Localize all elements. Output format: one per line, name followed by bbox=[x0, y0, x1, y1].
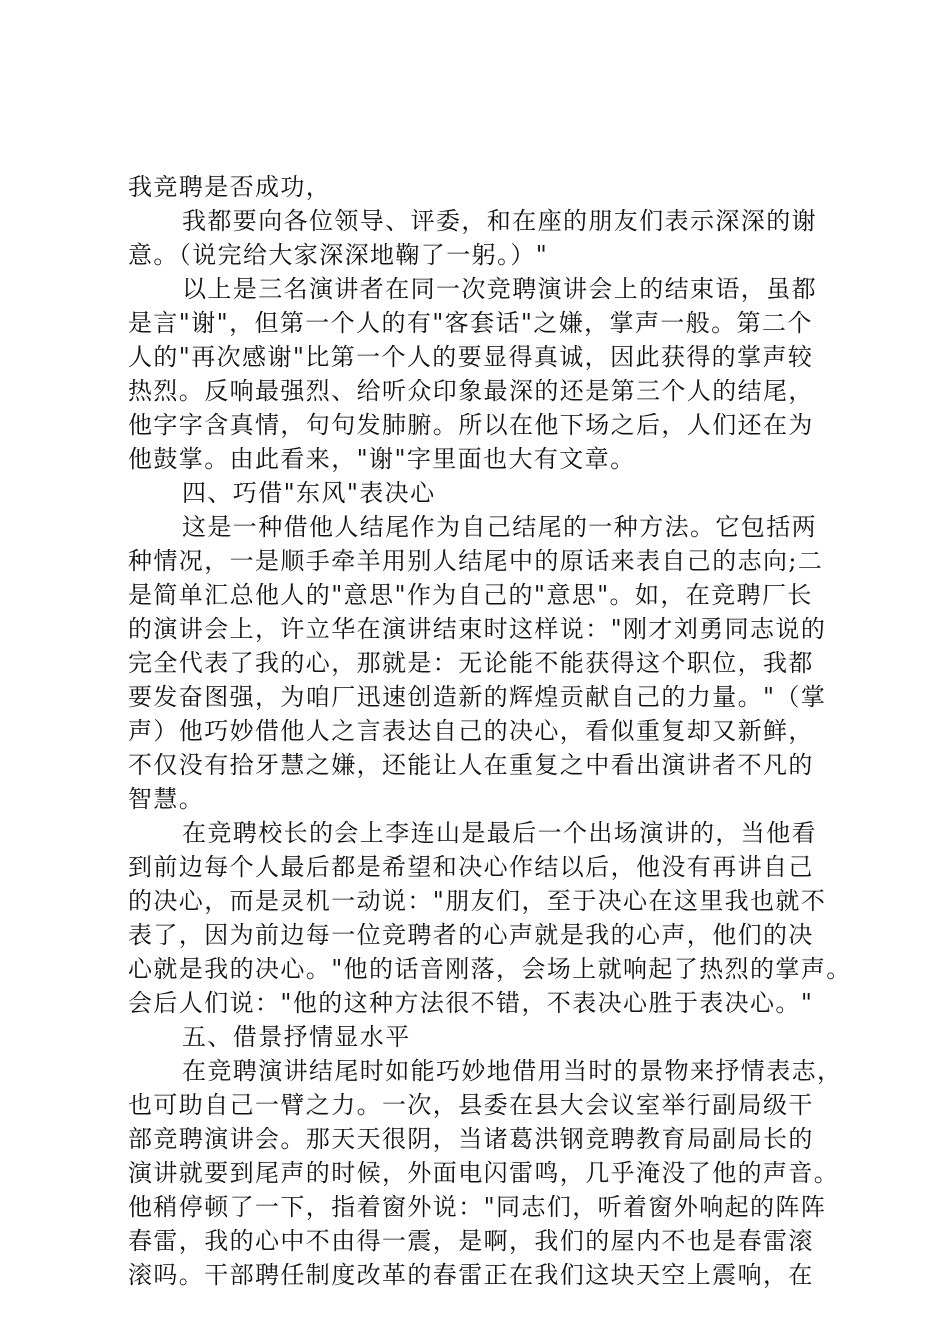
text-line: 心就是我的决心。"他的话音刚落，会场上就响起了热烈的掌声。 bbox=[128, 955, 852, 983]
document-body bbox=[128, 170, 852, 1292]
section-heading: 四、巧借"东风"表决心 bbox=[182, 479, 436, 507]
text-line: 意。（说完给大家深深地鞠了一躬。）" bbox=[128, 241, 549, 269]
text-line: 的决心，而是灵机一动说："朋友们，至于决心在这里我也就不 bbox=[128, 887, 827, 915]
text-line: 表了，因为前边每一位竞聘者的心声就是我的心声，他们的决 bbox=[128, 921, 814, 949]
text-line: 声）他巧妙借他人之言表达自己的决心，看似重复却又新鲜， bbox=[128, 717, 814, 745]
text-line: 要发奋图强，为咱厂迅速创造新的辉煌贡献自己的力量。"（掌 bbox=[128, 683, 827, 711]
text-line: 到前边每个人最后都是希望和决心作结以后，他没有再讲自己 bbox=[128, 853, 814, 881]
text-line: 我都要向各位领导、评委，和在座的朋友们表示深深的谢 bbox=[182, 207, 817, 235]
text-line: 不仅没有拾牙慧之嫌，还能让人在重复之中看出演讲者不凡的 bbox=[128, 751, 814, 779]
text-line: 的演讲会上，许立华在演讲结束时这样说："刚才刘勇同志说的 bbox=[128, 615, 827, 643]
text-line: 是简单汇总他人的"意思"作为自己的"意思"。如，在竞聘厂长 bbox=[128, 581, 813, 609]
text-line: 滚吗。干部聘任制度改革的春雷正在我们这块天空上震响，在 bbox=[128, 1261, 814, 1289]
text-line: 在竞聘演讲结尾时如能巧妙地借用当时的景物来抒情表志， bbox=[182, 1057, 843, 1085]
text-line: 他鼓掌。由此看来，"谢"字里面也大有文章。 bbox=[128, 445, 636, 473]
text-line: 演讲就要到尾声的时候，外面电闪雷鸣，几乎淹没了他的声音。 bbox=[128, 1159, 840, 1187]
text-line: 在竞聘校长的会上李连山是最后一个出场演讲的，当他看 bbox=[182, 819, 817, 847]
text-line: 人的"再次感谢"比第一个人的要显得真诚，因此获得的掌声较 bbox=[128, 343, 814, 371]
text-line: 热烈。反响最强烈、给听众印象最深的还是第三个人的结尾， bbox=[128, 377, 814, 405]
section-heading: 五、借景抒情显水平 bbox=[182, 1023, 411, 1051]
text-line: 他字字含真情，句句发肺腑。所以在他下场之后，人们还在为 bbox=[128, 411, 814, 439]
text-line: 会后人们说："他的这种方法很不错，不表决心胜于表决心。" bbox=[128, 989, 814, 1017]
text-line: 智慧。 bbox=[128, 785, 205, 813]
text-line: 部竞聘演讲会。那天天很阴，当诸葛洪钢竞聘教育局副局长的 bbox=[128, 1125, 814, 1153]
text-line: 也可助自己一臂之力。一次，县委在县大会议室举行副局级干 bbox=[128, 1091, 814, 1119]
text-line: 完全代表了我的心，那就是：无论能不能获得这个职位，我都 bbox=[128, 649, 814, 677]
text-line: 是言"谢"，但第一个人的有"客套话"之嫌，掌声一般。第二个 bbox=[128, 309, 813, 337]
text-line: 春雷，我的心中不由得一震，是啊，我们的屋内不也是春雷滚 bbox=[128, 1227, 814, 1255]
text-line: 我竞聘是否成功， bbox=[128, 173, 332, 201]
text-line: 这是一种借他人结尾作为自己结尾的一种方法。它包括两 bbox=[182, 513, 817, 541]
text-line: 以上是三名演讲者在同一次竞聘演讲会上的结束语，虽都 bbox=[182, 275, 817, 303]
text-line: 种情况，一是顺手牵羊用别人结尾中的原话来表自己的志向;二 bbox=[128, 547, 824, 575]
text-line: 他稍停顿了一下，指着窗外说："同志们，听着窗外响起的阵阵 bbox=[128, 1193, 827, 1221]
